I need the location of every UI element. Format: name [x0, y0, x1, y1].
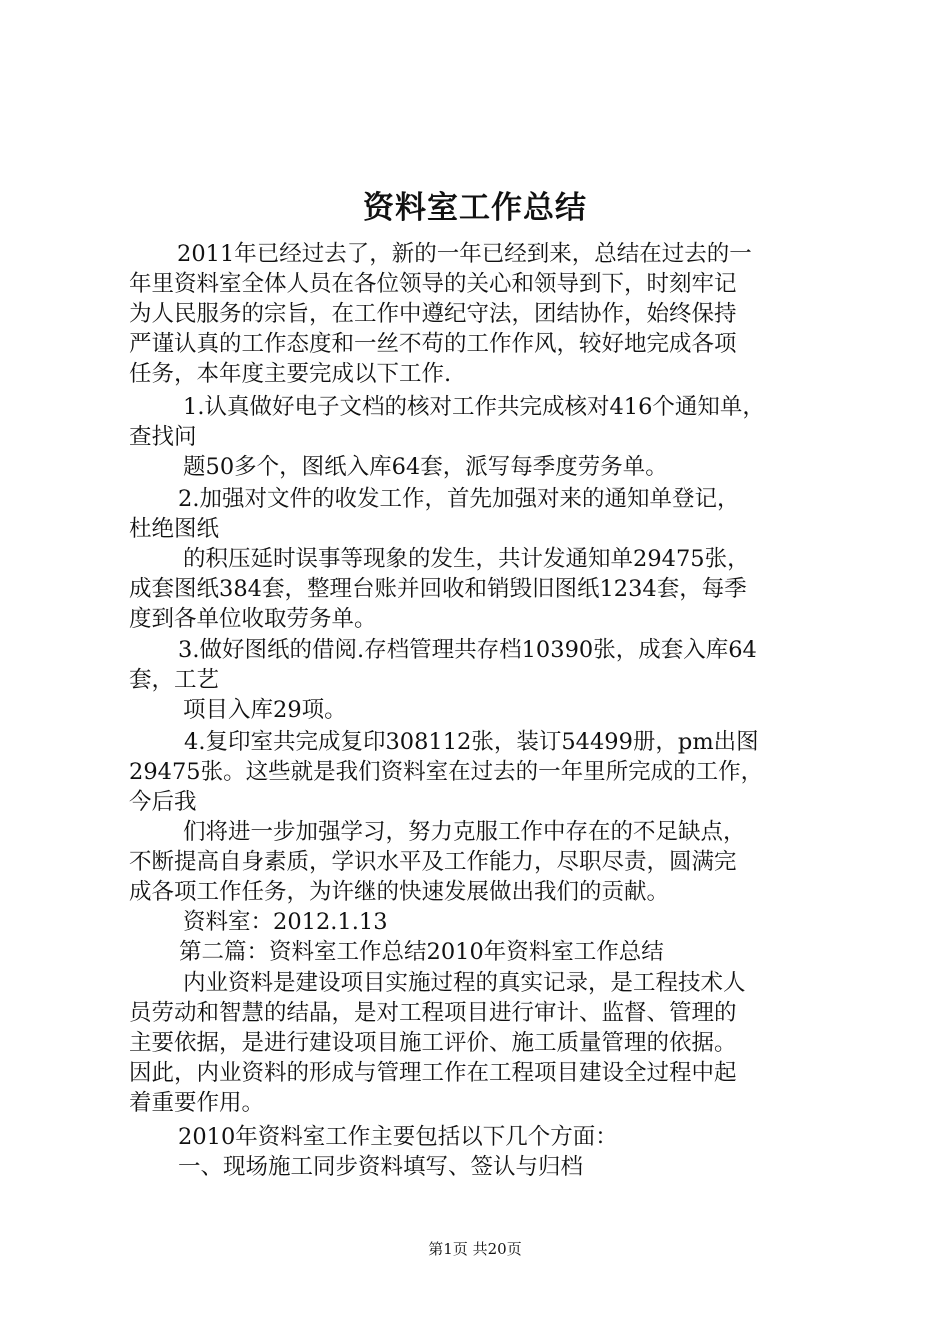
paragraph-line: 因此，内业资料的形成与管理工作在工程项目建设全过程中起	[129, 1060, 737, 1086]
signature-line: 资料室：2012.1.13	[183, 909, 388, 935]
paragraph-line: 3.做好图纸的借阅.存档管理共存档10390张，成套入库64	[178, 637, 757, 663]
paragraph-line: 员劳动和智慧的结晶，是对工程项目进行审计、监督、管理的	[129, 1000, 737, 1026]
paragraph-line: 29475张。这些就是我们资料室在过去的一年里所完成的工作，	[129, 759, 764, 785]
paragraph-line: 今后我	[129, 789, 197, 815]
paragraph-line: 1.认真做好电子文档的核对工作共完成核对416个通知单，	[183, 394, 765, 420]
paragraph-line: 套，工艺	[129, 667, 220, 693]
paragraph-line: 杜绝图纸	[129, 516, 220, 542]
paragraph-line: 任务，本年度主要完成以下工作.	[129, 361, 452, 387]
paragraph-line: 成各项工作任务，为许继的快速发展做出我们的贡献。	[129, 879, 670, 905]
paragraph-line: 内业资料是建设项目实施过程的真实记录，是工程技术人	[183, 970, 746, 996]
subsection-heading: 一、现场施工同步资料填写、签认与归档	[178, 1154, 584, 1180]
paragraph-line: 题50多个，图纸入库64套，派写每季度劳务单。	[183, 454, 668, 480]
paragraph-line: 2.加强对文件的收发工作，首先加强对来的通知单登记，	[178, 486, 740, 512]
paragraph-line: 查找问	[129, 424, 197, 450]
paragraph-line: 为人民服务的宗旨，在工作中遵纪守法，团结协作，始终保持	[129, 301, 737, 327]
paragraph-line: 主要依据，是进行建设项目施工评价、施工质量管理的依据。	[129, 1030, 737, 1056]
page-footer: 第1页 共20页	[428, 1240, 522, 1258]
paragraph-line: 2011年已经过去了，新的一年已经到来，总结在过去的一	[177, 241, 752, 267]
paragraph-line: 度到各单位收取劳务单。	[129, 606, 377, 632]
paragraph-line: 4.复印室共完成复印308112张，装订54499册，pm出图	[184, 729, 759, 755]
paragraph-line: 项目入库29项。	[183, 697, 347, 723]
paragraph-line: 的积压延时误事等现象的发生，共计发通知单29475张，	[183, 546, 750, 572]
paragraph-line: 年里资料室全体人员在各位领导的关心和领导到下，时刻牢记	[129, 271, 737, 297]
paragraph-line: 们将进一步加强学习，努力克服工作中存在的不足缺点，	[183, 819, 746, 845]
paragraph-line: 严谨认真的工作态度和一丝不苟的工作作风，较好地完成各项	[129, 331, 737, 357]
paragraph-line: 不断提高自身素质，学识水平及工作能力，尽职尽责，圆满完	[129, 849, 737, 875]
paragraph-line: 成套图纸384套，整理台账并回收和销毁旧图纸1234套，每季	[129, 576, 747, 602]
paragraph-line: 2010年资料室工作主要包括以下几个方面：	[178, 1124, 618, 1150]
page-title: 资料室工作总结	[363, 190, 587, 226]
section-heading: 第二篇：资料室工作总结2010年资料室工作总结	[179, 939, 664, 965]
paragraph-line: 着重要作用。	[129, 1090, 265, 1116]
